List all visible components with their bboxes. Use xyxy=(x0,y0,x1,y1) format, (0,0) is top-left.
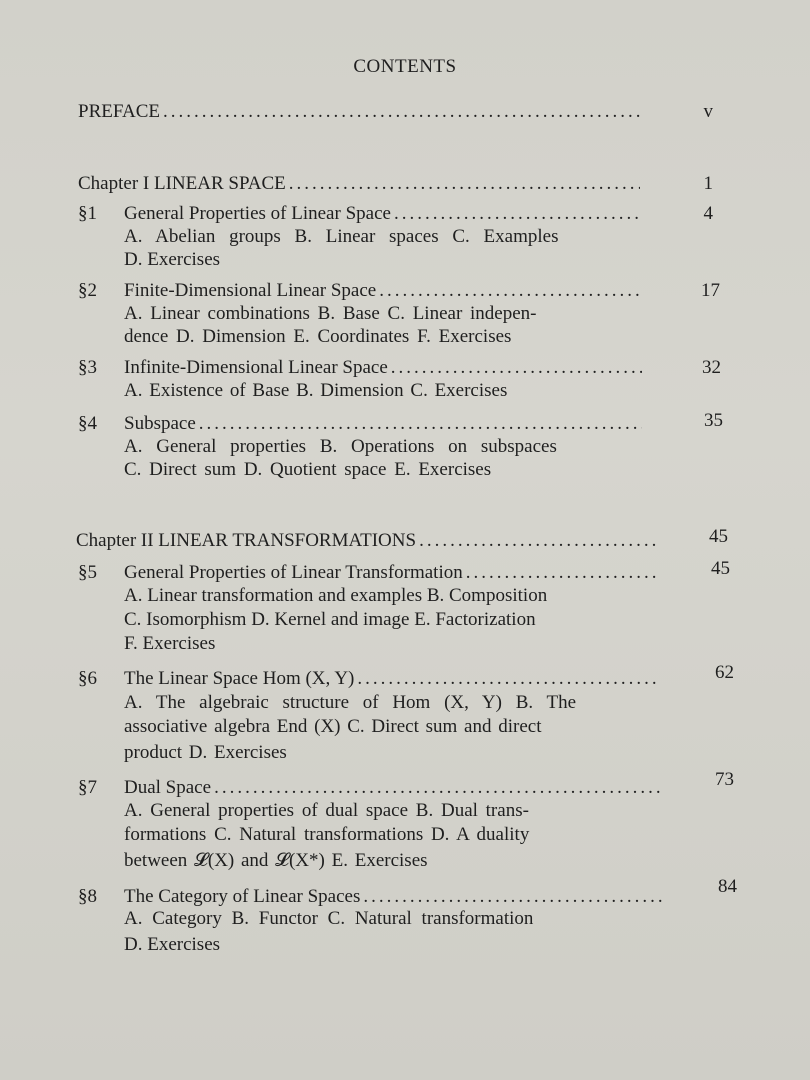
toc-entry-chapter-1 xyxy=(78,173,640,195)
section-number: §8 xyxy=(78,886,97,907)
section-subtopics: A. General properties B. Operations on subspaces xyxy=(124,436,557,457)
section-number: §5 xyxy=(78,562,97,583)
section-subtopics: C. Direct sum D. Quotient space E. Exercises xyxy=(124,459,492,480)
section-subtopics: associative algebra End (X) C. Direct sum and direct xyxy=(124,716,542,737)
section-subtopics: dence D. Dimension E. Coordinates F. Exercises xyxy=(124,326,512,347)
section-subtopics: A. Abelian groups B. Linear spaces C. Examples xyxy=(124,226,559,247)
section-subtopics: C. Isomorphism D. Kernel and image E. Factorization xyxy=(124,609,536,630)
entry-page: 45 xyxy=(709,526,728,547)
entry-label: The Category of Linear Spaces xyxy=(124,886,361,907)
section-number: §6 xyxy=(78,668,97,689)
entry-label: The Linear Space Hom (X, Y) xyxy=(124,668,355,689)
section-subtopics: A. General properties of dual space B. Dual trans- xyxy=(124,800,529,821)
toc-entry-preface xyxy=(78,101,640,123)
toc-entry-section-3 xyxy=(124,357,642,379)
entry-label: General Properties of Linear Space xyxy=(124,203,391,224)
toc-entry-section-2 xyxy=(124,280,642,302)
section-number: §4 xyxy=(78,413,97,434)
section-subtopics: A. The algebraic structure of Hom (X, Y) B. The xyxy=(124,692,577,713)
entry-page: 32 xyxy=(702,357,721,378)
entry-page: 62 xyxy=(715,662,734,683)
entry-page: 45 xyxy=(711,558,730,579)
leader-dots xyxy=(214,777,660,799)
entry-label: Subspace xyxy=(124,413,196,434)
entry-label: Dual Space xyxy=(124,777,212,798)
leader-dots xyxy=(199,413,642,435)
section-number: §7 xyxy=(78,777,97,798)
section-subtopics: A. Linear transformation and examples B. Composition xyxy=(124,585,548,606)
toc-entry-section-5 xyxy=(124,562,658,584)
toc-entry-section-7 xyxy=(124,777,660,799)
section-subtopics: A. Existence of Base B. Dimension C. Exercises xyxy=(124,380,508,401)
entry-page: 4 xyxy=(703,203,713,224)
entry-label: PREFACE xyxy=(78,101,161,122)
leader-dots xyxy=(289,173,640,195)
entry-label: Finite-Dimensional Linear Space xyxy=(124,280,377,301)
leader-dots xyxy=(466,562,658,584)
section-number: §3 xyxy=(78,357,97,378)
entry-page: 35 xyxy=(704,410,723,431)
section-number: §2 xyxy=(78,280,97,301)
toc-entry-section-4 xyxy=(124,413,642,435)
entry-page: 1 xyxy=(703,173,713,194)
toc-entry-section-1 xyxy=(124,203,642,225)
entry-page: 17 xyxy=(701,280,720,301)
leader-dots xyxy=(357,668,658,690)
entry-page: v xyxy=(703,101,713,122)
toc-entry-section-6 xyxy=(124,668,658,690)
toc-entry-chapter-2 xyxy=(76,530,656,552)
section-subtopics: D. Exercises xyxy=(124,934,221,955)
section-subtopics: formations C. Natural transformations D. A duality xyxy=(124,824,530,845)
section-subtopics: product D. Exercises xyxy=(124,742,287,763)
entry-page: 73 xyxy=(715,769,734,790)
leader-dots xyxy=(379,280,642,302)
section-subtopics: A. Linear combinations B. Base C. Linear indepen- xyxy=(124,303,537,324)
section-number: §1 xyxy=(78,203,97,224)
leader-dots xyxy=(419,530,656,552)
leader-dots xyxy=(391,357,642,379)
section-subtopics: between 𝓛(X) and 𝓛(X*) E. Exercises xyxy=(124,850,428,871)
entry-label: Chapter II LINEAR TRANSFORMATIONS xyxy=(76,530,417,551)
entry-page: 84 xyxy=(718,876,737,897)
entry-label: Chapter I LINEAR SPACE xyxy=(78,173,286,194)
leader-dots xyxy=(163,101,640,123)
entry-label: General Properties of Linear Transformation xyxy=(124,562,463,583)
section-subtopics: D. Exercises xyxy=(124,249,221,270)
entry-label: Infinite-Dimensional Linear Space xyxy=(124,357,388,378)
leader-dots xyxy=(363,886,662,908)
section-subtopics: F. Exercises xyxy=(124,633,216,654)
leader-dots xyxy=(394,203,642,225)
page-title: CONTENTS xyxy=(353,56,457,77)
section-subtopics: A. Category B. Functor C. Natural transformation xyxy=(124,908,534,929)
toc-entry-section-8 xyxy=(124,886,662,908)
